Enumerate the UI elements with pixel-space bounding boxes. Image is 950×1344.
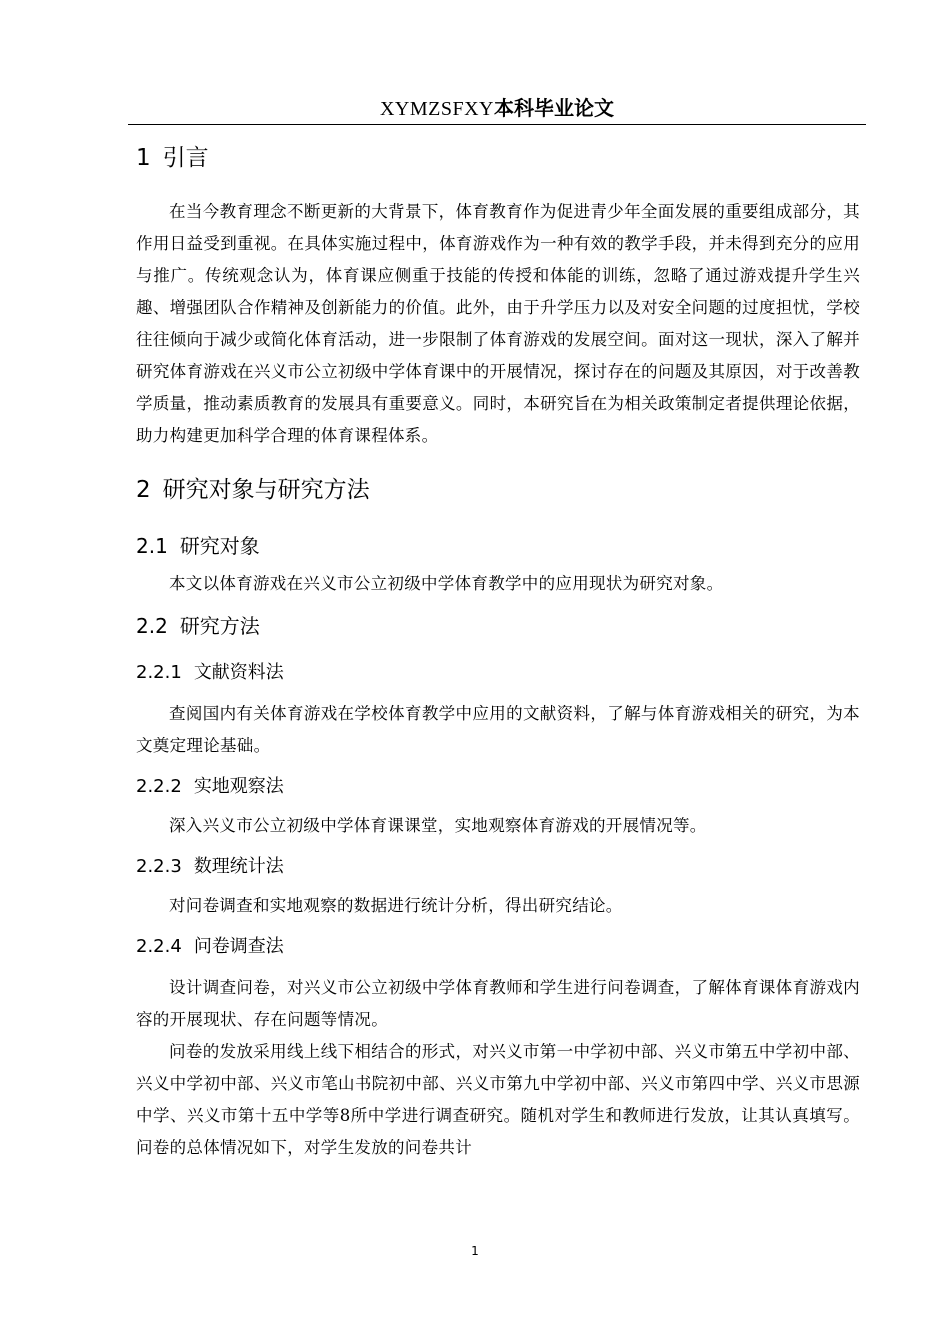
- section-heading-2: [136, 474, 860, 506]
- subsubsection-title: 问卷调查法: [193, 936, 284, 957]
- subsection-title: 研究对象: [179, 534, 260, 558]
- section-number: 2: [136, 477, 151, 503]
- section-title: 引言: [162, 145, 209, 171]
- header-prefix: XYMZSFXY: [379, 98, 495, 120]
- paragraph-questionnaire-method: 设计调查问卷，对兴义市公立初级中学体育教师和学生进行问卷调查，了解体育课体育游戏内容的开展现状、存在问题等情况。: [136, 978, 860, 1029]
- subsection-number: 2.2: [136, 614, 168, 638]
- document-body: [136, 140, 860, 1164]
- header-title: 本科毕业论文: [494, 96, 615, 120]
- page-number: 1: [471, 1244, 479, 1258]
- paragraph-questionnaire-distribution: 问卷的发放采用线上线下相结合的形式，对兴义市第一中学初中部、兴义市第五中学初中部、兴义中学初中部、兴义市笔山书院初中部、兴义市第九中学初中部、兴义市第四中学、兴义市思源中学、兴义市第十五中学等8所中学进行调查研究。随机对学生和教师进行发放，让其认真填写。问卷的总体情况如下，对学生发放的问卷共计: [136, 1042, 860, 1157]
- paragraph-observation-method: 深入兴义市公立初级中学体育课课堂，实地观察体育游戏的开展情况等。: [169, 816, 707, 835]
- paragraph-research-object: 本文以体育游戏在兴义市公立初级中学体育教学中的应用现状为研究对象。: [169, 574, 724, 593]
- subsubsection-heading-2-2-1: [136, 658, 860, 688]
- section-heading-1: [136, 142, 860, 184]
- subsection-number: 2.1: [136, 534, 168, 558]
- subsection-heading-2-2: [136, 610, 860, 642]
- subsubsection-number: 2.2.4: [136, 936, 182, 957]
- subsection-title: 研究方法: [179, 614, 260, 638]
- subsubsection-heading-2-2-3: [136, 852, 860, 882]
- subsubsection-title: 文献资料法: [193, 662, 284, 683]
- subsubsection-number: 2.2.3: [136, 856, 182, 877]
- subsubsection-title: 实地观察法: [193, 776, 284, 797]
- subsubsection-title: 数理统计法: [193, 856, 284, 877]
- paragraph-statistics-method: 对问卷调查和实地观察的数据进行统计分析，得出研究结论。: [169, 896, 623, 915]
- page-header: [128, 94, 866, 125]
- paragraph-literature-method: 查阅国内有关体育游戏在学校体育教学中应用的文献资料，了解与体育游戏相关的研究，为本文奠定理论基础。: [136, 704, 860, 755]
- subsubsection-heading-2-2-2: [136, 772, 860, 802]
- subsubsection-heading-2-2-4: [136, 932, 860, 962]
- section-title: 研究对象与研究方法: [162, 477, 370, 503]
- subsubsection-number: 2.2.2: [136, 776, 182, 797]
- paragraph-introduction: 在当今教育理念不断更新的大背景下，体育教育作为促进青少年全面发展的重要组成部分，其作用日益受到重视。在具体实施过程中，体育游戏作为一种有效的教学手段，并未得到充分的应用与推广。传统观念认为，体育课应侧重于技能的传授和体能的训练，忽略了通过游戏提升学生兴趣、增强团队合作精神及创新能力的价值。此外，由于升学压力以及对安全问题的过度担忧，学校往往倾向于减少或简化体育活动，进一步限制了体育游戏的发展空间。面对这一现状，深入了解并研究体育游戏在兴义市公立初级中学体育课中的开展情况，探讨存在的问题及其原因，对于改善教学质量，推动素质教育的发展具有重要意义。同时，本研究旨在为相关政策制定者提供理论依据，助力构建更加科学合理的体育课程体系。: [136, 202, 860, 445]
- subsection-heading-2-1: [136, 530, 860, 562]
- subsubsection-number: 2.2.1: [136, 662, 182, 683]
- section-number: 1: [136, 145, 151, 171]
